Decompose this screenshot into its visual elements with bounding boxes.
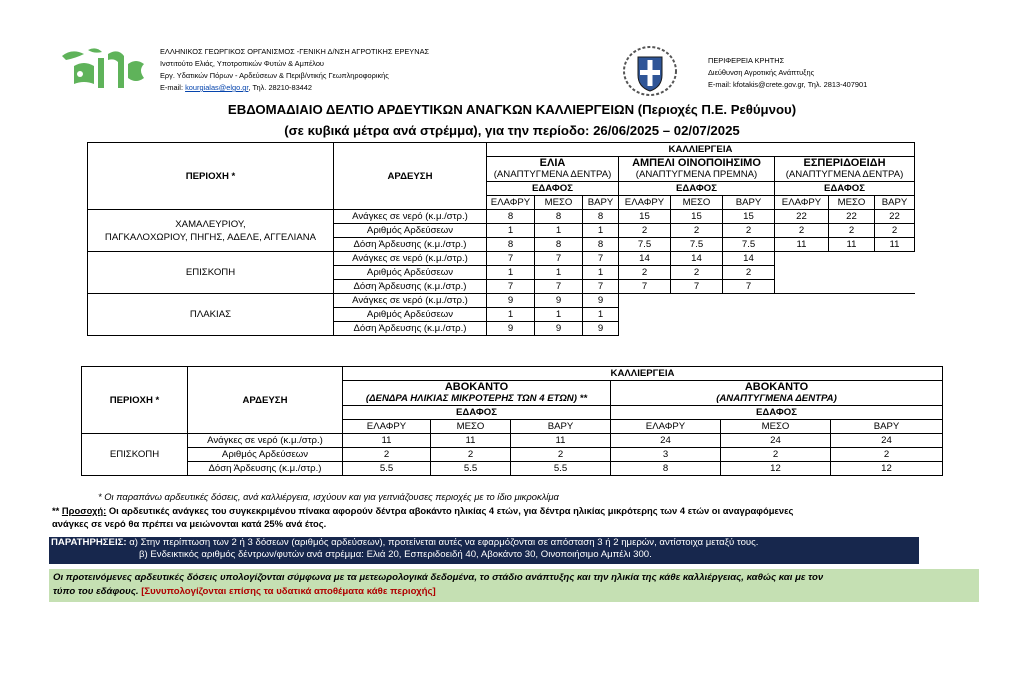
value-cell: 2 [831,448,943,462]
value-cell: 22 [775,210,829,224]
value-cell: 12 [831,462,943,476]
value-cell: 24 [721,434,831,448]
value-cell: 11 [511,434,611,448]
row-label: Ανάγκες σε νερό (κ.μ./στρ.) [334,294,487,308]
empty-cell [875,308,915,322]
header-crops: ΚΑΛΛΙΕΡΓΕΙΑ [343,367,943,381]
crop-vine-header: ΑΜΠΕΛΙ ΟΙΝΟΠΟΙΗΣΙΜΟ (ΑΝΑΠΤΥΓΜΕΝΑ ΠΡΕΜΝΑ) [619,157,775,182]
table-row [82,462,943,476]
table-row [88,252,915,266]
header-left [160,46,429,94]
row-label: Αριθμός Αρδεύσεων [188,448,343,462]
empty-cell [723,322,775,336]
contact-line: E-mail: kourgialas@elgo.gr, Τηλ. 28210-83442 [160,83,313,92]
region-name: ΠΕΡΙΦΕΡΕΙΑ ΚΡΗΤΗΣ [708,56,785,65]
value-cell: 5.5 [343,462,431,476]
remarks-bar: ΠΑΡΑΤΗΡΗΣΕΙΣ: α) Στην περίπτωση των 2 ή 3 δόσεων (αριθμός αρδεύσεων), προτείνεται αυτές να εφαρμόζονται σε απόσταση 3 ή 2 ημερών, αντίστοιχα μεταξύ τους. β) Ενδεικτικός αριθμός δέντρων/φυτών ανά στρέμμα: Ελιά 20, Εσπεριδοειδή 40, Αβοκάντο 30, Οινοποιήσιμο Αμπέλι 300. [49,537,919,564]
value-cell: 7 [671,280,723,294]
soil-type: ΒΑΡΥ [831,420,943,434]
value-cell: 11 [829,238,875,252]
value-cell: 9 [583,294,619,308]
row-label: Αριθμός Αρδεύσεων [334,266,487,280]
soil-type: ΜΕΣΟ [535,196,583,210]
soil-header: ΕΔΑΦΟΣ [775,182,915,196]
value-cell: 2 [671,266,723,280]
value-cell: 1 [535,266,583,280]
footnote-microclimate: * Οι παραπάνω αρδευτικές δόσεις, ανά καλλιέργεια, ισχύουν και για γειτνιάζουσες περιοχές με το ίδιο μικροκλίμα [98,491,559,502]
value-cell: 2 [511,448,611,462]
empty-cell [829,308,875,322]
value-cell: 14 [723,252,775,266]
soil-type: ΕΛΑΦΡΥ [619,196,671,210]
value-cell: 1 [535,224,583,238]
row-label: Αριθμός Αρδεύσεων [334,224,487,238]
value-cell: 11 [343,434,431,448]
row-label: Ανάγκες σε νερό (κ.μ./στρ.) [334,252,487,266]
empty-cell [671,294,723,308]
row-label: Δόση Άρδευσης (κ.μ./στρ.) [188,462,343,476]
value-cell: 14 [619,252,671,266]
empty-cell [829,252,875,266]
value-cell: 11 [775,238,829,252]
org-name: ΕΛΛΗΝΙΚΟΣ ΓΕΩΡΓΙΚΟΣ ΟΡΓΑΝΙΣΜΟΣ -ΓΕΝΙΚΗ Δ/ΝΣΗ ΑΓΡΟΤΙΚΗΣ ΕΡΕΥΝΑΣ [160,47,430,56]
soil-type: ΜΕΣΟ [431,420,511,434]
value-cell: 7 [487,280,535,294]
table-row [82,448,943,462]
value-cell: 8 [611,462,721,476]
value-cell: 7.5 [671,238,723,252]
value-cell: 7 [487,252,535,266]
irrigation-table-main [87,142,915,336]
value-cell: 2 [875,224,915,238]
value-cell: 8 [535,210,583,224]
soil-type: ΜΕΣΟ [671,196,723,210]
value-cell: 7.5 [619,238,671,252]
header-area: ΠΕΡΙΟΧΗ * [82,367,188,434]
info-box: Οι προτεινόμενες αρδευτικές δόσεις υπολογίζονται σύμφωνα με τα μετεωρολογικά δεδομένα, το στάδιο ανάπτυξης και την ηλικία της κάθε καλλιέργειας, καθώς και με τον τύπο του εδάφους. [Συνυπολογίζονται επίσης τα υδατικά αποθέματα κάθε περιοχής] [49,569,979,602]
value-cell: 22 [875,210,915,224]
value-cell: 2 [619,266,671,280]
value-cell: 14 [671,252,723,266]
value-cell: 1 [583,266,619,280]
value-cell: 15 [619,210,671,224]
footnote-avocado: ** Προσοχή: Οι αρδευτικές ανάγκες του συγκεκριμένου πίνακα αφορούν δέντρα αβοκάντο ηλικίας 4 ετών, για δέντρα ηλικίας μικρότερης των 4 ετών οι αναγραφόμενες ανάγκες σε νερό θα πρέπει να μειώνονται κατά 25% ανά έτος. [52,505,794,529]
value-cell: 1 [583,224,619,238]
value-cell: 2 [671,224,723,238]
value-cell: 2 [431,448,511,462]
row-label: Ανάγκες σε νερό (κ.μ./στρ.) [334,210,487,224]
value-cell: 8 [583,210,619,224]
value-cell: 7 [583,252,619,266]
soil-type: ΜΕΣΟ [721,420,831,434]
value-cell: 8 [487,210,535,224]
soil-type: ΒΑΡΥ [875,196,915,210]
empty-cell [829,322,875,336]
value-cell: 7 [583,280,619,294]
soil-header: ΕΔΑΦΟΣ [619,182,775,196]
institute-name: Ινστιτούτο Ελιάς, Υποτροπικών Φυτών & Αμπέλου [160,59,324,68]
empty-cell [671,308,723,322]
soil-type: ΕΛΑΦΡΥ [343,420,431,434]
value-cell: 1 [535,308,583,322]
row-label: Δόση Άρδευσης (κ.μ./στρ.) [334,238,487,252]
value-cell: 15 [723,210,775,224]
reserves-note: [Συνυπολογίζονται επίσης τα υδατικά αποθέματα κάθε περιοχής] [141,586,436,597]
value-cell: 7 [535,280,583,294]
empty-cell [875,294,915,308]
value-cell: 1 [487,224,535,238]
area-name: ΠΛΑΚΙΑΣ [88,294,334,336]
region-contact: E-mail: kfotakis@crete.gov.gr, Τηλ. 2813-407901 [708,80,868,89]
value-cell: 7 [723,280,775,294]
value-cell: 9 [583,322,619,336]
value-cell: 9 [535,294,583,308]
page-subtitle: (σε κυβικά μέτρα ανά στρέμμα), για την περίοδο: 26/06/2025 – 02/07/2025 [284,123,740,138]
table-row [88,210,915,224]
empty-cell [619,308,671,322]
area-name: ΧΑΜΑΛΕΥΡΙΟΥ, ΠΑΓΚΑΛΟΧΩΡΙΟΥ, ΠΗΓΗΣ, ΑΔΕΛΕ, ΑΓΓΕΛΙΑΝΑ [88,210,334,252]
value-cell: 8 [583,238,619,252]
elgo-logo-icon [58,44,150,92]
empty-cell [875,252,915,266]
value-cell: 2 [343,448,431,462]
empty-cell [775,322,829,336]
empty-cell [723,308,775,322]
area-name: ΕΠΙΣΚΟΠΗ [88,252,334,294]
value-cell: 15 [671,210,723,224]
empty-cell [775,266,829,280]
value-cell: 2 [829,224,875,238]
soil-type: ΒΑΡΥ [723,196,775,210]
value-cell: 1 [583,308,619,322]
soil-type: ΒΑΡΥ [583,196,619,210]
row-label: Ανάγκες σε νερό (κ.μ./στρ.) [188,434,343,448]
value-cell: 9 [487,322,535,336]
value-cell: 22 [829,210,875,224]
empty-cell [875,322,915,336]
value-cell: 2 [721,448,831,462]
value-cell: 2 [775,224,829,238]
greek-emblem-icon [622,45,678,97]
soil-type: ΕΛΑΦΡΥ [611,420,721,434]
header-area: ΠΕΡΙΟΧΗ * [88,143,334,210]
soil-type: ΕΛΑΦΡΥ [487,196,535,210]
crop-olive-header: ΕΛΙΑ (ΑΝΑΠΤΥΓΜΕΝΑ ΔΕΝΤΡΑ) [487,157,619,182]
soil-type: ΕΛΑΦΡΥ [775,196,829,210]
empty-cell [875,266,915,280]
empty-cell [619,322,671,336]
crop-avocado-mature-header: ΑΒΟΚΑΝΤΟ (ΑΝΑΠΤΥΓΜΕΝΑ ΔΕΝΤΡΑ) [611,381,943,406]
value-cell: 24 [611,434,721,448]
empty-cell [775,308,829,322]
value-cell: 1 [487,308,535,322]
value-cell: 11 [431,434,511,448]
table-row [82,434,943,448]
crop-avocado-young-header: ΑΒΟΚΑΝΤΟ (ΔΕΝΔΡΑ ΗΛΙΚΙΑΣ ΜΙΚΡΟΤΕΡΗΣ ΤΩΝ 4 ΕΤΩΝ) ** [343,381,611,406]
value-cell: 12 [721,462,831,476]
empty-cell [829,294,875,308]
value-cell: 8 [487,238,535,252]
header-irrigation: ΑΡΔΕΥΣΗ [188,367,343,434]
empty-cell [829,266,875,280]
irrigation-table-avocado [81,366,943,476]
header-crops: ΚΑΛΛΙΕΡΓΕΙΑ [487,143,915,157]
soil-type: ΒΑΡΥ [511,420,611,434]
email-link[interactable]: kourgialas@elgo.gr [185,83,249,92]
empty-cell [875,280,915,294]
row-label: Δόση Άρδευσης (κ.μ./στρ.) [334,322,487,336]
value-cell: 2 [619,224,671,238]
header-irrigation: ΑΡΔΕΥΣΗ [334,143,487,210]
value-cell: 7.5 [723,238,775,252]
soil-type: ΜΕΣΟ [829,196,875,210]
empty-cell [775,252,829,266]
soil-header: ΕΔΑΦΟΣ [487,182,619,196]
value-cell: 5.5 [431,462,511,476]
table-row [88,294,915,308]
value-cell: 24 [831,434,943,448]
value-cell: 1 [487,266,535,280]
row-label: Δόση Άρδευσης (κ.μ./στρ.) [334,280,487,294]
value-cell: 3 [611,448,721,462]
value-cell: 7 [619,280,671,294]
value-cell: 2 [723,266,775,280]
soil-header: ΕΔΑΦΟΣ [343,406,611,420]
value-cell: 9 [487,294,535,308]
value-cell: 2 [723,224,775,238]
crop-citrus-header: ΕΣΠΕΡΙΔΟΕΙΔΗ (ΑΝΑΠΤΥΓΜΕΝΑ ΔΕΝΤΡΑ) [775,157,915,182]
value-cell: 11 [875,238,915,252]
empty-cell [619,294,671,308]
directorate-name: Διεύθυνση Αγροτικής Ανάπτυξης [708,68,815,77]
empty-cell [829,280,875,294]
value-cell: 9 [535,322,583,336]
value-cell: 8 [535,238,583,252]
empty-cell [671,322,723,336]
soil-header: ΕΔΑΦΟΣ [611,406,943,420]
empty-cell [775,280,829,294]
empty-cell [723,294,775,308]
value-cell: 7 [535,252,583,266]
lab-name: Εργ. Υδατικών Πόρων - Αρδεύσεων & Περιβ/ντικής Γεωπληροφορικής [160,71,389,80]
header-right [708,55,867,91]
page-title: ΕΒΔΟΜΑΔΙΑΙΟ ΔΕΛΤΙΟ ΑΡΔΕΥΤΙΚΩΝ ΑΝΑΓΚΩΝ ΚΑΛΛΙΕΡΓΕΙΩΝ (Περιοχές Π.Ε. Ρεθύμνου) [227,102,797,117]
empty-cell [775,294,829,308]
row-label: Αριθμός Αρδεύσεων [334,308,487,322]
value-cell: 5.5 [511,462,611,476]
area-name: ΕΠΙΣΚΟΠΗ [82,434,188,476]
